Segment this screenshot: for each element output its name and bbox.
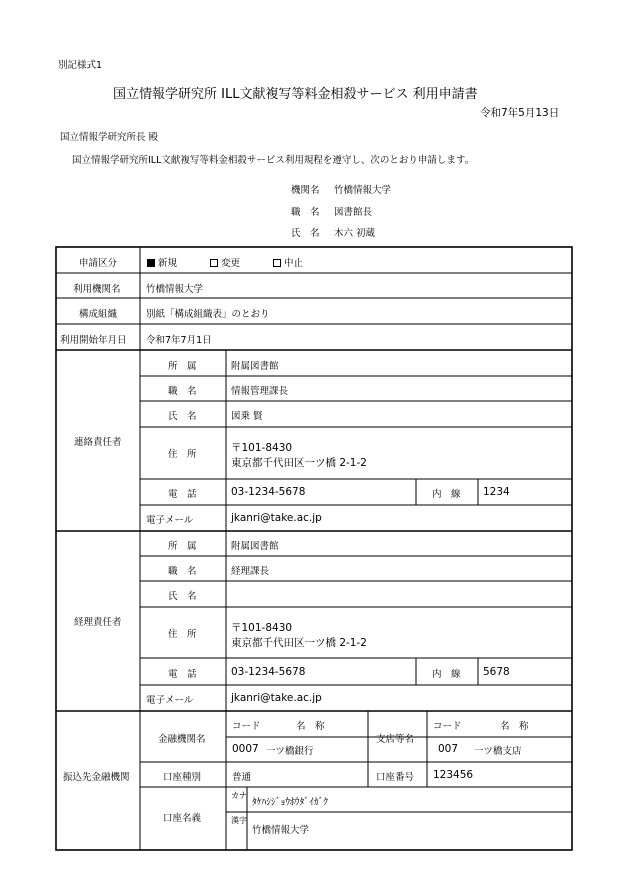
accounting-affiliation-label: 所 属 [168,541,197,552]
option-new[interactable] [147,255,177,269]
branch-code-header: コード [433,721,462,732]
option-change-label: 変更 [221,258,241,269]
accounting-position-label: 職 名 [168,566,197,577]
option-change[interactable] [210,255,240,269]
checkbox-new[interactable] [147,259,155,267]
user-org-value[interactable]: 竹橋情報大学 [146,284,204,295]
structure-value[interactable]: 別紙「構成組織表」のとおり [146,309,270,320]
kana-label: カナ [231,791,247,800]
accounting-email-value[interactable]: jkanri@take.ac.jp [231,692,322,704]
account-type-value[interactable]: 普通 [232,772,252,783]
account-holder-label: 口座名義 [163,813,202,824]
addressee: 国立情報学研究所長 殿 [60,132,159,143]
bank-name-header: 名 称 [296,721,325,732]
accounting-position-value[interactable]: 経理課長 [231,566,270,577]
branch-name-value[interactable]: 一ツ橋支店 [474,746,522,757]
bank-section-label: 振込先金融機関 [63,772,130,783]
contact-name-label: 氏 名 [168,411,197,422]
contact-position-value[interactable]: 情報管理課長 [231,386,289,397]
accounting-affiliation-value[interactable]: 附属図書館 [231,541,279,552]
application-type-label: 申請区分 [79,258,118,269]
accounting-address-line[interactable]: 東京都千代田区一ツ橋 2-1-2 [231,637,367,649]
intro-text: 国立情報学研究所ILL文献複写等料金相殺サービス利用規程を遵守し、次のとおり申請します。 [72,155,475,166]
contact-affiliation-label: 所 属 [168,361,197,372]
contact-address-line[interactable]: 東京都千代田区一ツ橋 2-1-2 [231,457,367,469]
branch-code-value[interactable]: 007 [438,743,459,755]
account-type-label: 口座種別 [163,772,202,783]
checkbox-change[interactable] [210,259,218,267]
contact-phone-value[interactable]: 03-1234-5678 [231,486,306,498]
accounting-address-label: 住 所 [168,629,197,640]
account-no-value[interactable]: 123456 [433,769,474,781]
contact-phone-label: 電 話 [168,489,197,500]
option-new-label: 新規 [158,258,178,269]
account-no-label: 口座番号 [376,772,415,783]
start-date-value[interactable]: 令和7年7月1日 [146,335,212,346]
branch-label: 支店等名 [376,734,415,745]
structure-label: 構成組織 [79,309,118,320]
applicant-org-label: 機関名 [291,185,320,196]
contact-email-value[interactable]: jkanri@take.ac.jp [231,512,322,524]
contact-postal[interactable]: 〒101-8430 [231,442,293,454]
application-date: 令和7年5月13日 [480,107,560,119]
contact-position-label: 職 名 [168,386,197,397]
contact-name-value[interactable]: 図乗 賢 [231,411,263,422]
applicant-position-label: 職 名 [291,207,320,218]
contact-ext-label: 内 線 [432,489,461,500]
accounting-ext-label: 内 線 [432,669,461,680]
applicant-org-value: 竹橋情報大学 [334,185,392,196]
contact-section-label: 連絡責任者 [74,437,122,448]
bank-code-header: コード [232,721,261,732]
bank-name-value[interactable]: 一ツ橋銀行 [266,746,314,757]
accounting-name-label: 氏 名 [168,591,197,602]
bank-name-label: 金融機関名 [158,734,206,745]
contact-ext-value[interactable]: 1234 [483,486,510,498]
applicant-position-value: 図書館長 [334,207,373,218]
bank-code-value[interactable]: 0007 [232,743,259,755]
branch-name-header: 名 称 [500,721,529,732]
contact-email-label: 電子メール [146,515,194,526]
accounting-section-label: 経理責任者 [74,617,122,628]
kanji-value[interactable]: 竹橋情報大学 [252,825,310,836]
accounting-postal[interactable]: 〒101-8430 [231,622,293,634]
form-title: 国立情報学研究所 ILL文献複写等料金相殺サービス 利用申請書 [113,87,478,102]
accounting-ext-value[interactable]: 5678 [483,666,510,678]
kana-value[interactable]: ﾀｹﾊｼｼﾞｮｳﾎｳﾀﾞｲｶﾞｸ [252,797,329,808]
form-number: 別記様式1 [58,60,103,71]
contact-affiliation-value[interactable]: 附属図書館 [231,361,279,372]
accounting-phone-label: 電 話 [168,669,197,680]
accounting-email-label: 電子メール [146,695,194,706]
user-org-label: 利用機関名 [73,284,121,295]
start-date-label: 利用開始年月日 [60,335,127,346]
applicant-name-label: 氏 名 [291,228,320,239]
kanji-label: 漢字 [231,816,247,825]
option-stop[interactable] [273,255,303,269]
applicant-name-value: 木六 初蔵 [334,228,376,239]
contact-address-label: 住 所 [168,449,197,460]
option-stop-label: 中止 [284,258,304,269]
checkbox-stop[interactable] [273,259,281,267]
accounting-phone-value[interactable]: 03-1234-5678 [231,666,306,678]
